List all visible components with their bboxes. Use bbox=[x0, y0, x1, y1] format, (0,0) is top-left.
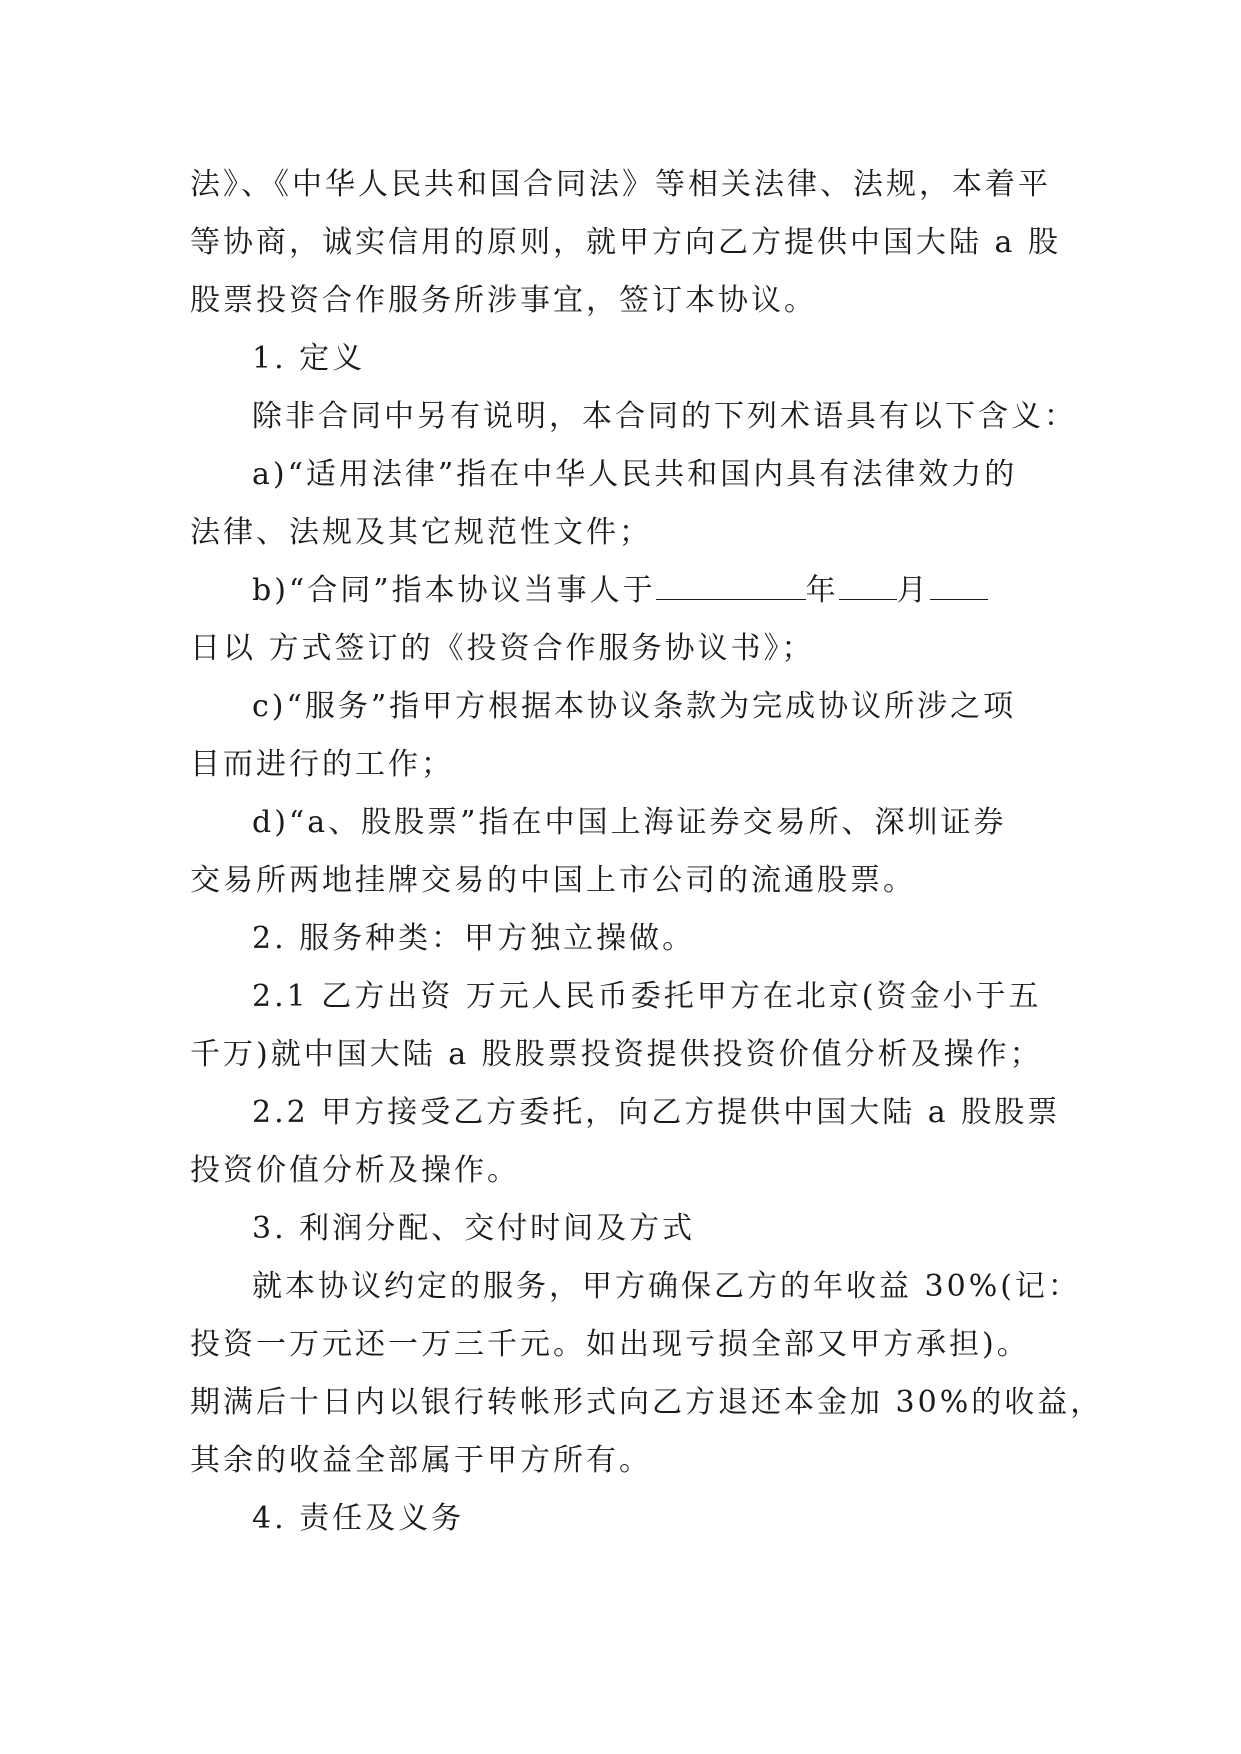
definition-a bbox=[190, 446, 1050, 562]
definitions-intro: 除非合同中另有说明，本合同的下列术语具有以下含义： bbox=[252, 399, 1077, 434]
section-heading-service-type: 2. 服务种类：甲方独立操做。 bbox=[252, 921, 696, 956]
year-blank bbox=[656, 573, 806, 600]
document-body bbox=[190, 156, 1104, 1548]
text-line: 日以 方式签订的《投资合作服务协议书》； bbox=[190, 631, 815, 666]
clause-2-2 bbox=[190, 1084, 1061, 1200]
text-line: 法》、《中华人民共和国合同法》等相关法律、法规，本着平 bbox=[190, 167, 1051, 202]
clause-2-1 bbox=[190, 968, 1050, 1084]
section-heading-profit: 3. 利润分配、交付时间及方式 bbox=[252, 1211, 696, 1246]
text-line: d)“a、股股票”指在中国上海证券交易所、深圳证券 bbox=[252, 805, 1007, 840]
text-line: a)“适用法律”指在中华人民共和国内具有法律效力的 bbox=[252, 457, 1018, 492]
text-line bbox=[190, 562, 1050, 620]
text-line: 投资一万元还一万三千元。如出现亏损全部又甲方承担)。 bbox=[190, 1327, 1030, 1362]
profit-paragraph bbox=[190, 1258, 1104, 1490]
text-line: 就本协议约定的服务，甲方确保乙方的年收益 30%(记： bbox=[252, 1269, 1081, 1304]
text-line: 法律、法规及其它规范性文件； bbox=[190, 515, 652, 550]
month-label: 月 bbox=[896, 573, 930, 608]
section-heading-responsibilities: 4. 责任及义务 bbox=[252, 1501, 465, 1536]
text-line: 股票投资合作服务所涉事宜，签订本协议。 bbox=[190, 283, 817, 318]
preamble-paragraph bbox=[190, 156, 1061, 330]
text-line: 投资价值分析及操作。 bbox=[190, 1153, 520, 1188]
definition-b-text: b)“合同”指本协议当事人于 bbox=[252, 573, 656, 608]
day-blank bbox=[930, 573, 988, 600]
text-line: 交易所两地挂牌交易的中国上市公司的流通股票。 bbox=[190, 863, 916, 898]
text-line: 目而进行的工作； bbox=[190, 747, 454, 782]
section-heading-definitions: 1. 定义 bbox=[252, 341, 366, 376]
month-blank bbox=[839, 573, 897, 600]
definition-c bbox=[190, 678, 1050, 794]
text-line: 等协商，诚实信用的原则，就甲方向乙方提供中国大陆 a 股 bbox=[190, 225, 1061, 260]
year-label: 年 bbox=[805, 573, 839, 608]
text-line: 期满后十日内以银行转帐形式向乙方退还本金加 30%的收益， bbox=[190, 1385, 1104, 1420]
text-line: 2.1 乙方出资 万元人民币委托甲方在北京(资金小于五 bbox=[252, 979, 1042, 1014]
definition-b bbox=[190, 562, 1050, 678]
text-line: c)“服务”指甲方根据本协议条款为完成协议所涉之项 bbox=[252, 689, 1017, 724]
text-line: 其余的收益全部属于甲方所有。 bbox=[190, 1443, 652, 1478]
text-line: 2.2 甲方接受乙方委托，向乙方提供中国大陆 a 股股票 bbox=[252, 1095, 1061, 1130]
definition-d bbox=[190, 794, 1050, 910]
text-line: 千万)就中国大陆 a 股股票投资提供投资价值分析及操作； bbox=[190, 1037, 1043, 1072]
